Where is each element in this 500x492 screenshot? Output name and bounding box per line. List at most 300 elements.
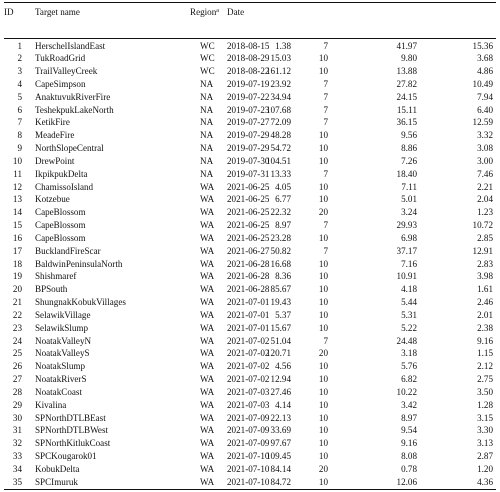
cell-nir-density: 4.86 [477, 66, 493, 77]
cell-nir-density: 12.91 [472, 245, 493, 256]
cell-region: WA [200, 463, 215, 474]
table-row [0, 438, 500, 451]
cell-region: WA [200, 309, 215, 320]
cell-gsd: 10 [318, 297, 328, 308]
table-row [0, 258, 500, 271]
cell-region: NA [200, 104, 214, 115]
cell-target-name: IkpikpukDelta [35, 168, 88, 179]
cell-region: WA [200, 245, 215, 256]
cell-gsd: 10 [318, 412, 328, 423]
cell-date: 2018-08-22 [227, 66, 270, 77]
cell-gsd: 7 [323, 78, 328, 89]
cell-target-name: AnaktuvukRiverFire [35, 91, 111, 102]
cell-nir-density: 10.72 [472, 220, 493, 231]
cell-id: 18 [12, 258, 22, 269]
cell-target-name: NoatakSlump [35, 361, 86, 372]
cell-gsd: 20 [318, 207, 328, 218]
cell-area: 19.43 [270, 297, 291, 308]
cell-area: 120.71 [265, 348, 291, 359]
cell-id: 3 [17, 66, 22, 77]
cell-gsd: 7 [323, 245, 328, 256]
cell-id: 10 [12, 155, 22, 166]
cell-date: 2021-06-25 [227, 220, 270, 231]
cell-nir-density: 9.16 [477, 335, 493, 346]
cell-target-name: NorthSlopeCentral [35, 143, 104, 154]
table-row [0, 40, 500, 53]
cell-id: 16 [12, 232, 22, 243]
cell-nir-density: 10.49 [472, 78, 493, 89]
cell-area: 4.14 [275, 399, 291, 410]
cell-nir-density: 2.83 [477, 258, 493, 269]
cell-area: 34.94 [270, 91, 291, 102]
cell-region: WA [200, 194, 215, 205]
cell-region: WC [200, 66, 215, 77]
table-row [0, 309, 500, 322]
cell-target-name: SPCKougarok01 [35, 451, 97, 461]
bottom-rule [4, 489, 496, 490]
table-row [0, 476, 500, 489]
cell-region: WA [200, 374, 215, 385]
cell-target-name: KobukDelta [35, 463, 80, 474]
table-row [0, 245, 500, 258]
cell-region: WA [200, 399, 215, 410]
cell-gsd: 7 [323, 220, 328, 231]
cell-nir-density: 3.50 [477, 386, 493, 397]
cell-gsd: 10 [318, 451, 328, 461]
cell-region: WA [200, 348, 215, 359]
cell-id: 15 [12, 220, 22, 231]
cell-gsd: 20 [318, 463, 328, 474]
cell-date: 2021-07-01 [227, 322, 270, 333]
cell-date: 2019-07-19 [227, 78, 270, 89]
cell-date: 2018-08-29 [227, 53, 270, 64]
top-rule [4, 2, 496, 3]
cell-target-name: NoatakCoast [35, 386, 82, 397]
cell-rgb-density: 3.18 [401, 348, 417, 359]
cell-rgb-density: 7.16 [401, 258, 417, 269]
header-region-label: Region [190, 7, 217, 17]
cell-date: 2019-07-29 [227, 143, 270, 154]
cell-target-name: SPNorthDTLBEast [35, 412, 106, 423]
cell-rgb-density: 9.16 [401, 438, 417, 449]
cell-target-name: SPNorthDTLBWest [35, 425, 109, 436]
cell-id: 7 [17, 117, 22, 128]
cell-area: 161.12 [265, 66, 291, 77]
cell-nir-density: 3.30 [477, 425, 493, 436]
cell-id: 29 [12, 399, 22, 410]
cell-gsd: 10 [318, 322, 328, 333]
cell-gsd: 10 [318, 143, 328, 154]
table-row [0, 232, 500, 245]
cell-nir-density: 2.85 [477, 232, 493, 243]
cell-rgb-density: 4.18 [401, 284, 417, 295]
cell-target-name: DrewPoint [35, 155, 75, 166]
cell-area: 72.09 [270, 117, 291, 128]
cell-area: 22.32 [270, 207, 291, 218]
table-row [0, 451, 500, 464]
cell-rgb-density: 8.97 [401, 412, 417, 423]
cell-area: 109.45 [265, 451, 291, 461]
cell-target-name: BaldwinPeninsulaNorth [35, 258, 123, 269]
cell-target-name: NoatakRiverS [35, 374, 87, 385]
cell-target-name: TukRoadGrid [35, 53, 86, 64]
table-row [0, 53, 500, 66]
table-row [0, 143, 500, 156]
cell-rgb-density: 13.88 [396, 66, 417, 77]
cell-date: 2021-06-25 [227, 232, 270, 243]
cell-date: 2021-07-10 [227, 476, 270, 487]
cell-date: 2021-06-25 [227, 207, 270, 218]
cell-rgb-density: 7.26 [401, 155, 417, 166]
table-row [0, 207, 500, 220]
cell-area: 54.72 [270, 143, 291, 154]
cell-region: WA [200, 451, 215, 461]
cell-rgb-density: 8.08 [401, 451, 417, 461]
cell-date: 2021-06-28 [227, 258, 270, 269]
cell-nir-density: 4.36 [477, 476, 493, 487]
cell-rgb-density: 29.93 [396, 220, 417, 231]
cell-date: 2019-07-23 [227, 104, 270, 115]
cell-nir-density: 3.68 [477, 53, 493, 64]
cell-area: 33.69 [270, 425, 291, 436]
cell-id: 8 [17, 130, 22, 141]
cell-id: 17 [12, 245, 22, 256]
cell-nir-density: 3.08 [477, 143, 493, 154]
cell-gsd: 10 [318, 476, 328, 487]
cell-id: 25 [12, 348, 22, 359]
table-row [0, 220, 500, 233]
cell-id: 21 [12, 297, 22, 308]
cell-region: WA [200, 476, 215, 487]
cell-id: 22 [12, 309, 22, 320]
cell-rgb-density: 5.31 [401, 309, 417, 320]
cell-nir-density: 3.32 [477, 130, 493, 141]
table-row [0, 155, 500, 168]
cell-gsd: 10 [318, 271, 328, 282]
cell-nir-density: 2.46 [477, 297, 493, 308]
cell-id: 20 [12, 284, 22, 295]
table-row [0, 91, 500, 104]
cell-nir-density: 2.21 [477, 181, 493, 192]
cell-nir-density: 2.04 [477, 194, 493, 205]
cell-area: 23.28 [270, 232, 291, 243]
table-row [0, 348, 500, 361]
cell-nir-density: 2.12 [477, 361, 493, 372]
table-row [0, 78, 500, 91]
cell-id: 19 [12, 271, 22, 282]
table-row [0, 322, 500, 335]
header-region [190, 6, 219, 18]
cell-region: WA [200, 220, 215, 231]
cell-nir-density: 2.87 [477, 451, 493, 461]
cell-gsd: 10 [318, 386, 328, 397]
cell-rgb-density: 37.17 [396, 245, 417, 256]
cell-nir-density: 3.15 [477, 412, 493, 423]
cell-nir-density: 1.15 [477, 348, 493, 359]
cell-date: 2019-07-22 [227, 91, 270, 102]
cell-gsd: 10 [318, 53, 328, 64]
cell-area: 8.97 [275, 220, 291, 231]
cell-nir-density: 12.59 [472, 117, 493, 128]
cell-area: 104.51 [265, 155, 291, 166]
cell-id: 28 [12, 386, 22, 397]
cell-id: 32 [12, 438, 22, 449]
cell-rgb-density: 10.91 [396, 271, 417, 282]
table-row [0, 194, 500, 207]
cell-rgb-density: 9.56 [401, 130, 417, 141]
cell-region: WA [200, 284, 215, 295]
cell-rgb-density: 3.42 [401, 399, 417, 410]
cell-target-name: SPNorthKitlukCoast [35, 438, 111, 449]
cell-region: WA [200, 181, 215, 192]
cell-date: 2021-07-09 [227, 412, 270, 423]
cell-region: WA [200, 386, 215, 397]
table-row [0, 374, 500, 387]
cell-region: WA [200, 297, 215, 308]
cell-rgb-density: 10.22 [396, 386, 417, 397]
cell-region: NA [200, 91, 214, 102]
cell-area: 97.67 [270, 438, 291, 449]
table-row [0, 284, 500, 297]
cell-target-name: HerschelIslandEast [35, 40, 106, 51]
cell-date: 2021-06-27 [227, 245, 270, 256]
cell-target-name: TeshekpukLakeNorth [35, 104, 114, 115]
cell-target-name: Kivalina [35, 399, 67, 410]
cell-id: 5 [17, 91, 22, 102]
cell-rgb-density: 5.01 [401, 194, 417, 205]
cell-area: 4.05 [275, 181, 291, 192]
cell-region: WA [200, 322, 215, 333]
cell-target-name: BPSouth [35, 284, 68, 295]
cell-region: WC [200, 53, 215, 64]
cell-gsd: 10 [318, 181, 328, 192]
cell-area: 8.36 [275, 271, 291, 282]
cell-rgb-density: 6.98 [401, 232, 417, 243]
cell-region: WA [200, 361, 215, 372]
cell-region: WC [200, 40, 215, 51]
cell-rgb-density: 9.80 [401, 53, 417, 64]
cell-rgb-density: 7.11 [401, 181, 417, 192]
cell-id: 35 [12, 476, 22, 487]
cell-area: 15.03 [270, 53, 291, 64]
cell-area: 48.28 [270, 130, 291, 141]
cell-id: 11 [13, 168, 22, 179]
table-row [0, 463, 500, 476]
cell-nir-density: 1.23 [477, 207, 493, 218]
cell-id: 31 [12, 425, 22, 436]
cell-rgb-density: 8.86 [401, 143, 417, 154]
cell-nir-density: 2.38 [477, 322, 493, 333]
cell-region: WA [200, 271, 215, 282]
table-row [0, 66, 500, 79]
cell-target-name: CapeBlossom [35, 232, 86, 243]
cell-area: 13.33 [270, 168, 291, 179]
cell-rgb-density: 36.15 [396, 117, 417, 128]
cell-nir-density: 3.13 [477, 438, 493, 449]
cell-date: 2019-07-31 [227, 168, 270, 179]
cell-nir-density: 2.01 [477, 309, 493, 320]
cell-id: 27 [12, 374, 22, 385]
cell-gsd: 10 [318, 130, 328, 141]
cell-rgb-density: 3.24 [401, 207, 417, 218]
cell-area: 50.82 [270, 245, 291, 256]
cell-rgb-density: 5.44 [401, 297, 417, 308]
table-row [0, 335, 500, 348]
cell-id: 2 [17, 53, 22, 64]
cell-date: 2021-06-28 [227, 284, 270, 295]
cell-rgb-density: 0.78 [401, 463, 417, 474]
cell-target-name: ShungnakKobukVillages [35, 297, 126, 308]
cell-nir-density: 15.36 [472, 40, 493, 51]
cell-id: 23 [12, 322, 22, 333]
cell-rgb-density: 18.40 [396, 168, 417, 179]
header-id: ID [4, 7, 14, 17]
cell-date: 2021-07-02 [227, 348, 270, 359]
cell-id: 12 [12, 181, 22, 192]
cell-region: NA [200, 155, 214, 166]
cell-target-name: TrailValleyCreek [35, 66, 98, 77]
cell-gsd: 7 [323, 117, 328, 128]
cell-area: 84.72 [270, 476, 291, 487]
cell-date: 2021-07-09 [227, 438, 270, 449]
cell-gsd: 10 [318, 66, 328, 77]
table-row [0, 361, 500, 374]
cell-gsd: 7 [323, 91, 328, 102]
cell-rgb-density: 24.15 [396, 91, 417, 102]
table-row [0, 168, 500, 181]
cell-region: WA [200, 412, 215, 423]
cell-target-name: NoatakValleyN [35, 335, 92, 346]
cell-date: 2021-07-02 [227, 335, 270, 346]
cell-rgb-density: 5.22 [401, 322, 417, 333]
cell-gsd: 7 [323, 104, 328, 115]
cell-date: 2021-07-10 [227, 451, 270, 461]
cell-gsd: 10 [318, 438, 328, 449]
cell-area: 84.14 [270, 463, 291, 474]
cell-target-name: Kotzebue [35, 194, 70, 205]
cell-gsd: 20 [318, 348, 328, 359]
cell-rgb-density: 15.11 [396, 104, 417, 115]
cell-rgb-density: 9.54 [401, 425, 417, 436]
cell-region: NA [200, 78, 214, 89]
table-row [0, 297, 500, 310]
cell-gsd: 10 [318, 155, 328, 166]
cell-date: 2021-07-02 [227, 361, 270, 372]
cell-rgb-density: 41.97 [396, 40, 417, 51]
cell-area: 16.68 [270, 258, 291, 269]
cell-target-name: BucklandFireScar [35, 245, 101, 256]
cell-date: 2021-06-28 [227, 271, 270, 282]
cell-id: 1 [17, 40, 22, 51]
cell-date: 2019-07-30 [227, 155, 270, 166]
cell-gsd: 10 [318, 374, 328, 385]
cell-gsd: 7 [323, 40, 328, 51]
cell-area: 1.38 [275, 40, 291, 51]
cell-id: 14 [12, 207, 22, 218]
cell-date: 2021-07-10 [227, 463, 270, 474]
cell-nir-density: 1.28 [477, 399, 493, 410]
cell-date: 2021-07-01 [227, 297, 270, 308]
cell-gsd: 10 [318, 399, 328, 410]
header-target-name: Target name [35, 7, 80, 17]
cell-gsd: 10 [318, 361, 328, 372]
cell-region: WA [200, 207, 215, 218]
cell-date: 2021-07-09 [227, 425, 270, 436]
cell-id: 4 [17, 78, 22, 89]
cell-date: 2021-07-03 [227, 386, 270, 397]
cell-region: NA [200, 143, 214, 154]
cell-region: NA [200, 130, 214, 141]
cell-area: 12.94 [270, 374, 291, 385]
cell-target-name: CapeBlossom [35, 220, 86, 231]
cell-area: 51.04 [270, 335, 291, 346]
cell-date: 2019-07-27 [227, 117, 270, 128]
cell-id: 13 [12, 194, 22, 205]
cell-id: 9 [17, 143, 22, 154]
cell-id: 30 [12, 412, 22, 423]
cell-nir-density: 3.98 [477, 271, 493, 282]
cell-gsd: 10 [318, 284, 328, 295]
table-row [0, 117, 500, 130]
cell-gsd: 10 [318, 194, 328, 205]
cell-gsd: 10 [318, 309, 328, 320]
table-row [0, 104, 500, 117]
header-date: Date [227, 7, 245, 17]
table-row [0, 386, 500, 399]
cell-area: 4.56 [275, 361, 291, 372]
cell-area: 23.92 [270, 78, 291, 89]
table-row [0, 425, 500, 438]
cell-rgb-density: 6.82 [401, 374, 417, 385]
table-body [0, 40, 500, 489]
cell-target-name: SelawikVillage [35, 309, 91, 320]
cell-gsd: 10 [318, 425, 328, 436]
cell-target-name: Shishmaref [35, 271, 77, 282]
header-region-footnote: a [216, 8, 219, 14]
cell-area: 107.68 [265, 104, 291, 115]
cell-region: NA [200, 117, 214, 128]
header-rule [4, 38, 496, 39]
cell-date: 2021-07-03 [227, 399, 270, 410]
table-row [0, 130, 500, 143]
cell-area: 27.46 [270, 386, 291, 397]
cell-nir-density: 2.75 [477, 374, 493, 385]
table-row [0, 412, 500, 425]
cell-rgb-density: 24.48 [396, 335, 417, 346]
cell-target-name: CapeSimpson [35, 78, 86, 89]
table-row [0, 271, 500, 284]
cell-nir-density: 1.61 [477, 284, 493, 295]
cell-target-name: MeadeFire [35, 130, 75, 141]
cell-area: 5.37 [275, 309, 291, 320]
cell-nir-density: 7.94 [477, 91, 493, 102]
cell-rgb-density: 12.06 [396, 476, 417, 487]
cell-id: 26 [12, 361, 22, 372]
cell-target-name: SelawikSlump [35, 322, 89, 333]
table-row [0, 399, 500, 412]
cell-id: 34 [12, 463, 22, 474]
cell-rgb-density: 27.82 [396, 78, 417, 89]
cell-id: 6 [17, 104, 22, 115]
cell-region: WA [200, 232, 215, 243]
cell-gsd: 10 [318, 232, 328, 243]
cell-date: 2021-07-02 [227, 374, 270, 385]
cell-id: 24 [12, 335, 22, 346]
cell-gsd: 7 [323, 335, 328, 346]
cell-region: NA [200, 168, 214, 179]
cell-target-name: SPCImuruk [35, 476, 78, 487]
cell-target-name: NoatakValleyS [35, 348, 90, 359]
